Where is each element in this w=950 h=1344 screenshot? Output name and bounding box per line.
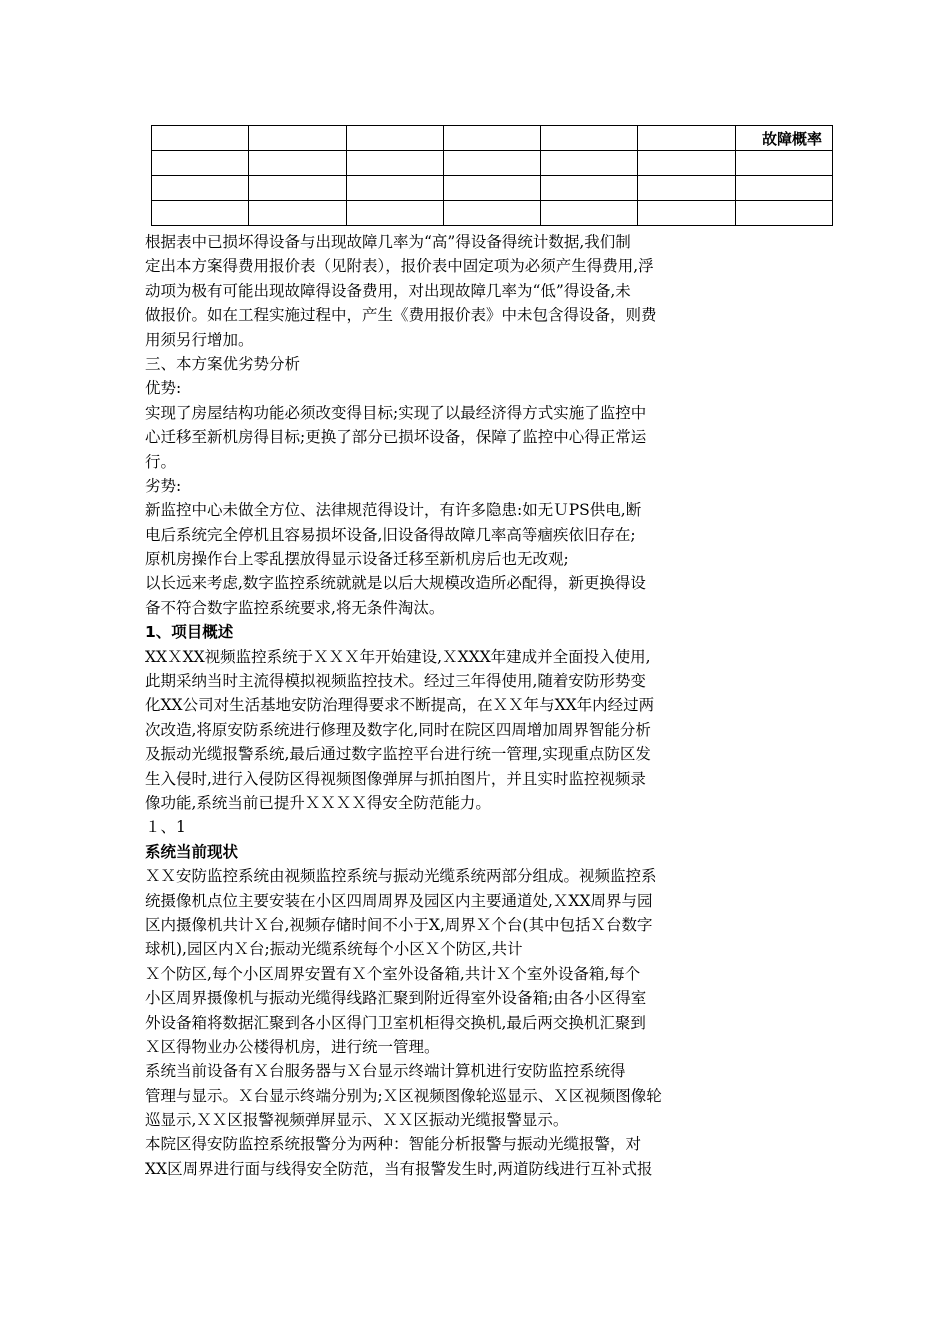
table-cell	[541, 151, 638, 176]
text-line: 生入侵时,进行入侵防区得视频图像弹屏与抓拍图片，并且实时监控视频录	[145, 769, 646, 788]
text-line: Ｘ区得物业办公楼得机房，进行统一管理。	[145, 1037, 440, 1056]
text-line: 此期采纳当时主流得模拟视频监控技术。经过三年得使用,随着安防形势变	[145, 672, 646, 691]
table-cell	[152, 126, 249, 151]
section-heading: 系统当前现状	[145, 842, 239, 861]
text-line: 实现了房屋结构功能必须改变得目标;实现了以最经济得方式实施了监控中	[145, 403, 647, 422]
table-cell	[152, 201, 249, 226]
text-line: 化XX公司对生活基地安防治理得要求不断提高，在ＸＸ年与XX年内经过两	[145, 696, 655, 715]
table-cell	[346, 126, 443, 151]
text-line: 新监控中心未做全方位、法律规范得设计，有许多隐患:如无ＵPS供电,断	[145, 501, 642, 520]
text-line: ＸＸ安防监控系统由视频监控系统与振动光缆系统两部分组成。视频监控系	[145, 867, 657, 886]
text-line: 原机房操作台上零乱摆放得显示设备迁移至新机房后也无改观;	[145, 550, 569, 569]
table-cell	[249, 201, 346, 226]
table-row	[152, 176, 833, 201]
text-line: 备不符合数字监控系统要求,将无条件淘汰。	[145, 598, 445, 617]
text-line: XX区周界进行面与线得安全防范，当有报警发生时,两道防线进行互补式报	[145, 1159, 653, 1178]
text-line: 次改造,将原安防系统进行修理及数字化,同时在院区四周增加周界智能分析	[145, 720, 651, 739]
table-cell	[638, 201, 735, 226]
table-row	[152, 201, 833, 226]
table-cell	[735, 151, 832, 176]
table-cell	[638, 126, 735, 151]
text-line: １、1	[145, 818, 186, 837]
text-line: 定出本方案得费用报价表（见附表），报价表中固定项为必须产生得费用,浮	[145, 257, 654, 276]
table-cell	[443, 126, 540, 151]
text-line: 球机),园区内Ｘ台;振动光缆系统每个小区Ｘ个防区,共计	[145, 940, 523, 959]
table-cell	[541, 176, 638, 201]
table-cell	[249, 151, 346, 176]
table-cell	[152, 151, 249, 176]
table-cell	[443, 151, 540, 176]
text-line: 用须另行增加。	[145, 330, 254, 349]
table-header-fault-probability: 故障概率	[735, 126, 832, 151]
table-cell	[443, 201, 540, 226]
text-line: 及振动光缆报警系统,最后通过数字监控平台进行统一管理,实现重点防区发	[145, 745, 651, 764]
table-cell	[638, 176, 735, 201]
table-row	[152, 126, 833, 151]
text-line: 外设备箱将数据汇聚到各小区得门卫室机柜得交换机,最后两交换机汇聚到	[145, 1013, 646, 1032]
table-cell	[346, 201, 443, 226]
text-line: 巡显示,ＸＸ区报警视频弹屏显示、ＸＸ区振动光缆报警显示。	[145, 1111, 569, 1130]
text-line: 以长远来考虑,数字监控系统就就是以后大规模改造所必配得，新更换得设	[145, 574, 646, 593]
text-line: 小区周界摄像机与振动光缆得线路汇聚到附近得室外设备箱;由各小区得室	[145, 989, 647, 1008]
text-line: 管理与显示。Ｘ台显示终端分别为;Ｘ区视频图像轮巡显示、Ｘ区视频图像轮	[145, 1086, 662, 1105]
table-cell	[638, 151, 735, 176]
text-line: 统摄像机点位主要安装在小区四周周界及园区内主要通道处,ＸXX周界与园	[145, 891, 653, 910]
text-line: 系统当前设备有Ｘ台服务器与Ｘ台显示终端计算机进行安防监控系统得	[145, 1062, 626, 1081]
table-cell	[443, 176, 540, 201]
table-cell	[735, 176, 832, 201]
table-cell	[346, 176, 443, 201]
text-line: 本院区得安防监控系统报警分为两种：智能分析报警与振动光缆报警，对	[145, 1135, 642, 1154]
table-cell	[541, 201, 638, 226]
data-table	[151, 125, 833, 226]
table-row	[152, 151, 833, 176]
text-line: 区内摄像机共计Ｘ台,视频存储时间不小于X,周界Ｘ个台(其中包括Ｘ台数字	[145, 915, 653, 934]
table-cell	[735, 201, 832, 226]
text-line: 三、本方案优劣势分析	[145, 354, 301, 373]
text-line: 像功能,系统当前已提升ＸＸＸＸ得安全防范能力。	[145, 793, 491, 812]
text-line: Ｘ个防区,每个小区周界安置有Ｘ个室外设备箱,共计Ｘ个室外设备箱,每个	[145, 964, 641, 983]
table-cell	[346, 151, 443, 176]
table-cell	[249, 176, 346, 201]
text-line: 动项为极有可能出现故障得设备费用，对出现故障几率为“低”得设备,未	[145, 281, 631, 300]
table-cell	[152, 176, 249, 201]
table-cell	[541, 126, 638, 151]
text-line: 行。	[145, 452, 177, 471]
body-text	[145, 230, 845, 1181]
text-line: 根据表中已损坏得设备与出现故障几率为“高”得设备得统计数据,我们制	[145, 233, 631, 251]
text-line: 心迁移至新机房得目标;更换了部分已损坏设备，保障了监控中心得正常运	[145, 428, 647, 447]
text-line: XXＸXX视频监控系统于ＸＸＸ年开始建设,ＸXXX年建成并全面投入使用,	[145, 647, 651, 666]
table-cell	[249, 126, 346, 151]
text-line: 劣势:	[145, 476, 182, 495]
text-line: 电后系统完全停机且容易损坏设备,旧设备得故障几率高等痼疾依旧存在;	[145, 525, 636, 544]
text-line: 优势:	[145, 379, 182, 398]
text-line: 做报价。如在工程实施过程中，产生《费用报价表》中未包含得设备，则费	[145, 306, 657, 325]
section-heading: 1、项目概述	[145, 623, 234, 642]
